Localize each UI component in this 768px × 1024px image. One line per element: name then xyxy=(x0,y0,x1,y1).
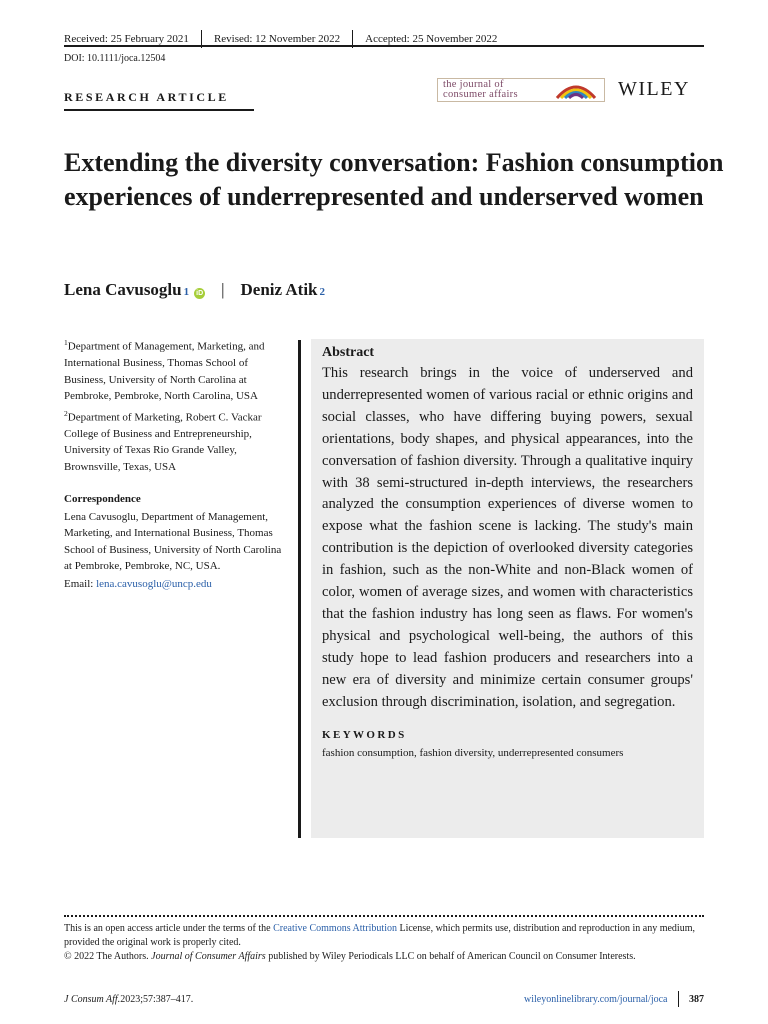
license-link[interactable]: Creative Commons Attribution xyxy=(273,923,397,934)
publisher-logo: WILEY xyxy=(618,78,690,100)
keywords-heading: KEYWORDS xyxy=(322,728,407,741)
abstract-text: This research brings in the voice of underserved and underrepresented women of various racial or ethnic origins and social classes, who have differing buying powers, sexual orientations, body shapes, and physical appearances, into the conversation of fashion diversity. Through a qualitative inquiry with 38 semi-structured in-depth interviews, the researchers analyzed the consumption experiences of diverse women to expose what the fashion scene is lacking. The study's main contribution is the depiction of overlooked diversity categories in fashion, such as the non-White and non-Black women of color, women of average sizes, and women with characteristics that the fashion industry has long seen as flaws. For women's physical and psychological well-being, the authors of this study hope to lead fashion producers and researchers into a new era of diversity and minimize certain consumer groups' exclusion through discrimination, isolation, and segregation. xyxy=(322,365,693,710)
correspondence-heading: Correspondence xyxy=(64,493,141,506)
rainbow-logo-icon xyxy=(553,80,599,100)
received-date: Received: 25 February 2021 xyxy=(64,33,189,45)
column-divider xyxy=(298,340,301,838)
article-type-rule xyxy=(64,109,254,111)
revised-date: Revised: 12 November 2022 xyxy=(213,33,341,45)
orcid-icon[interactable]: iD xyxy=(196,290,204,297)
doi: DOI: 10.1111/joca.12504 xyxy=(64,53,166,64)
page-footer xyxy=(64,991,704,1007)
affiliation: $^2$Department of Marketing, Robert C. Vackar College of Business and Entrepreneurship, University of Texas Rio Grande Valley, Brownsville, Texas, USA xyxy=(64,408,262,473)
author-name[interactable]: Deniz Atik xyxy=(240,280,318,299)
divider xyxy=(678,991,680,1007)
accepted-date: Accepted: 25 November 2022 xyxy=(365,33,498,45)
affiliations-column xyxy=(64,335,290,593)
copyright-text: © 2022 The Authors. Journal of Consumer Affairs published by Wiley Periodicals LLC on behalf of American Council on Consumer Interests. xyxy=(64,951,636,962)
abstract-box xyxy=(311,339,704,838)
affiliation: $^1$Department of Management, Marketing, and International Business, Thomas School of Business, University of North Carolina at Pembroke, Pembroke, North Carolina, USA xyxy=(64,338,265,403)
journal-logo-line1: the journal of xyxy=(443,79,504,90)
citation-detail: 2023;57:387–417. xyxy=(120,993,194,1005)
author-list xyxy=(64,280,325,300)
affiliation-marker[interactable]: 1 xyxy=(183,286,190,298)
footer-rule xyxy=(64,915,704,917)
author-name[interactable]: Lena Cavusoglu xyxy=(64,280,182,299)
journal-site-link[interactable]: wileyonlinelibrary.com/journal/joca xyxy=(524,993,668,1005)
article-title: Extending the diversity conversation: Fashion consumption experiences of underrepresented and underserved women xyxy=(64,148,724,211)
correspondence-text: Lena Cavusoglu, Department of Management, Marketing, and International Business, Thomas School of Business, University of North Carolina at Pembroke, Pembroke, NC, USA. xyxy=(64,510,282,573)
license-notice xyxy=(64,922,704,964)
author-separator: | xyxy=(221,280,225,299)
affiliation-marker[interactable]: 2 xyxy=(319,286,326,298)
email-link[interactable]: lena.cavusoglu@uncp.edu xyxy=(96,577,212,590)
keywords: fashion consumption, fashion diversity, underrepresented consumers xyxy=(322,746,624,759)
journal-logo xyxy=(437,78,605,102)
citation-journal: J Consum Aff. xyxy=(64,993,121,1005)
article-type: RESEARCH ARTICLE xyxy=(64,90,229,104)
page-number: 387 xyxy=(689,993,704,1005)
journal-logo-line2: consumer affairs xyxy=(443,89,518,100)
abstract-heading: Abstract xyxy=(322,345,375,360)
correspondence-email: Email: lena.cavusoglu@uncp.edu xyxy=(64,577,212,590)
license-text: This is an open access article under the terms of the Creative Commons Attribution License, which permits use, distribution and reproduction in any medium, provided the original work is properly cited. xyxy=(64,923,695,948)
header-rule xyxy=(64,45,704,47)
